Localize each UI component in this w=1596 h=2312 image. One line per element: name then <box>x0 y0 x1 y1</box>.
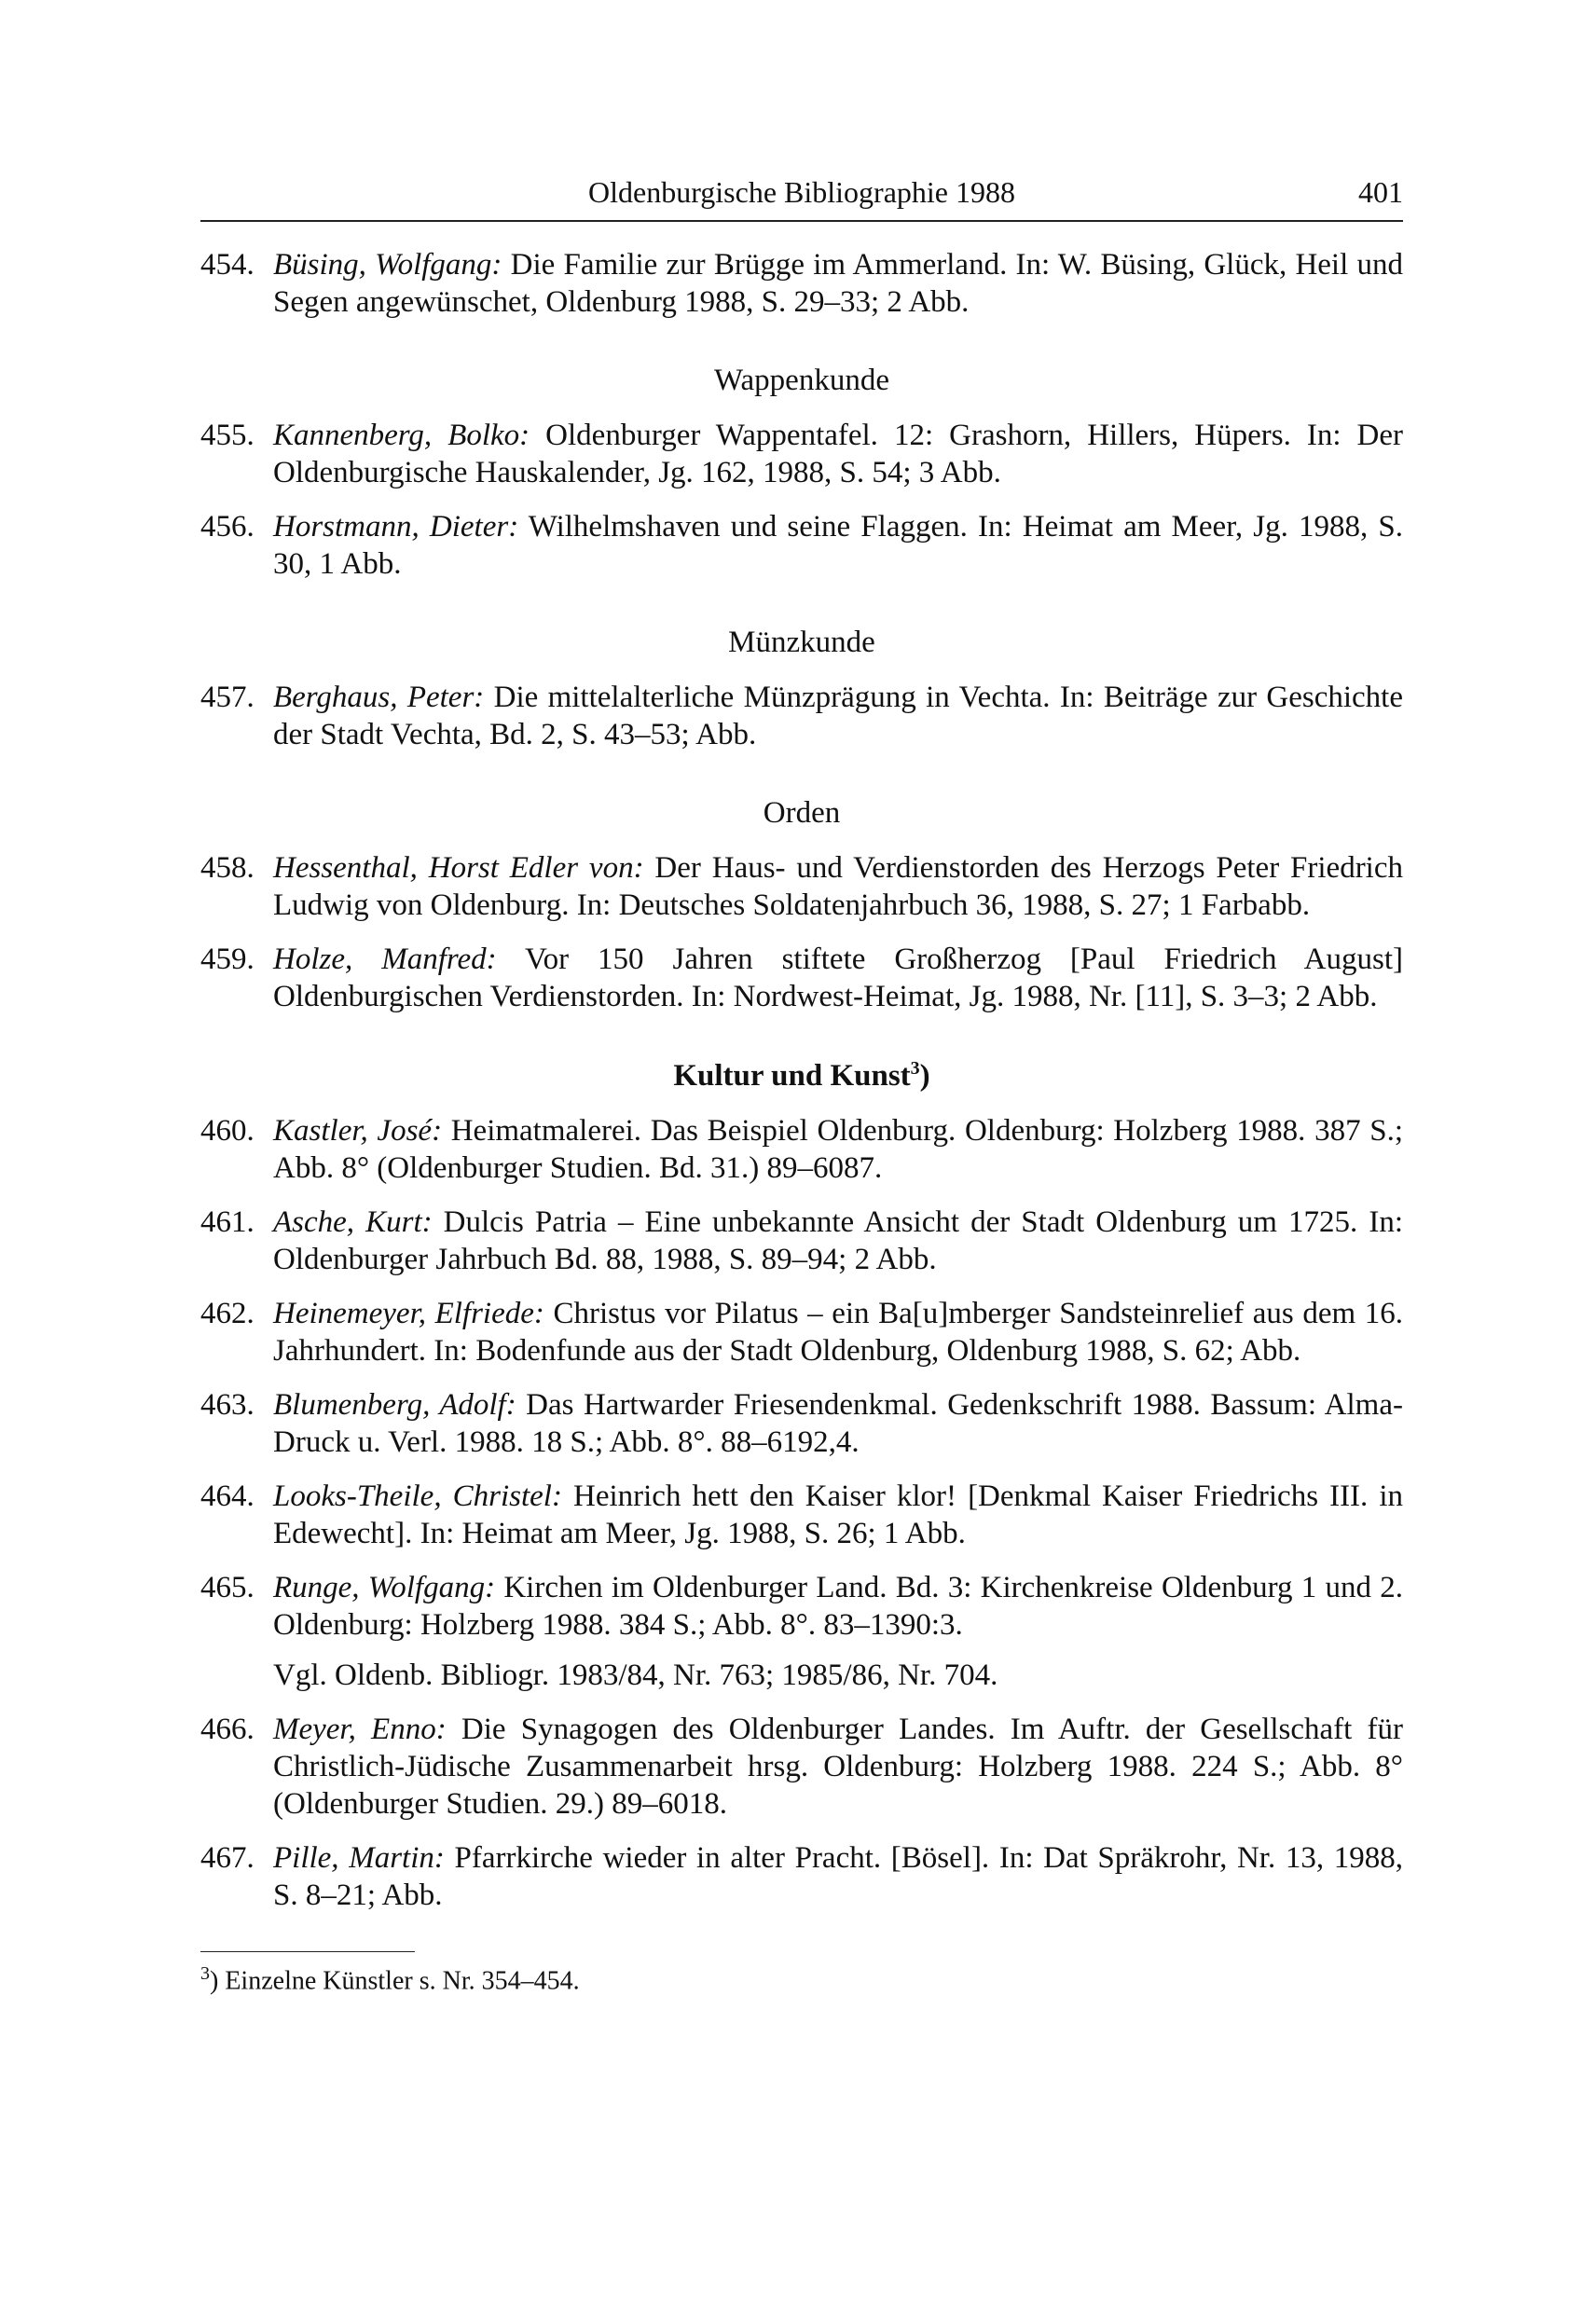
footnote <box>200 1963 1403 1996</box>
entry-number: 456. <box>200 510 255 544</box>
footnote-rule <box>200 1951 415 1952</box>
entry-text: Dulcis Patria – Eine unbekannte Ansicht der Stadt Oldenburg um 1725. In: Oldenburger Jahrbuch Bd. 88, 1988, S. 89–94; 2 Abb. <box>273 1205 1404 1276</box>
entry-author: Berghaus, Peter: <box>273 681 485 714</box>
entry-author: Asche, Kurt: <box>273 1205 433 1239</box>
entry-text: Kirchen im Oldenburger Land. Bd. 3: Kirchenkreise Oldenburg 1 und 2. Oldenburg: Holzberg 1988. 384 S.; Abb. 8°. 83–1390:3. <box>273 1571 1403 1642</box>
section-title-wappenkunde: Wappenkunde <box>714 364 889 397</box>
entry-text: Christus vor Pilatus – ein Ba[u]mberger Sandsteinrelief aus dem 16. Jahrhundert. In: Bodenfunde aus der Stadt Oldenburg, Oldenburg 1988, S. 62; Abb. <box>273 1297 1403 1368</box>
header-rule <box>200 220 1403 222</box>
entry-author: Pille, Martin: <box>273 1841 445 1875</box>
bibliography-entry <box>200 1569 1403 1694</box>
entry-author: Kastler, José: <box>273 1114 443 1148</box>
entry-text: Heimatmalerei. Das Beispiel Oldenburg. Oldenburg: Holzberg 1988. 387 S.; Abb. 8° (Oldenburger Studien. Bd. 31.) 89–6087. <box>273 1114 1403 1185</box>
entry-author: Horstmann, Dieter: <box>273 510 519 544</box>
entry-author: Kannenberg, Bolko: <box>273 419 530 452</box>
entry-author: Blumenberg, Adolf: <box>273 1388 516 1422</box>
document-page <box>200 168 1403 1996</box>
entry-note: Vgl. Oldenb. Bibliogr. 1983/84, Nr. 763; 1985/86, Nr. 704. <box>273 1658 998 1692</box>
entry-number: 455. <box>200 419 255 452</box>
section-title-text: Kultur und Kunst <box>673 1059 911 1093</box>
bibliography-entry <box>200 679 1403 753</box>
entry-number: 465. <box>200 1571 255 1604</box>
section-title-orden: Orden <box>763 796 841 830</box>
bibliography-entry <box>200 1839 1403 1914</box>
entry-number: 458. <box>200 851 255 885</box>
entry-number: 457. <box>200 681 255 714</box>
bibliography-entry <box>200 246 1403 321</box>
footnote-text: ) Einzelne Künstler s. Nr. 354–454. <box>210 1966 580 1996</box>
entry-text: Oldenburger Wappentafel. 12: Grashorn, Hillers, Hüpers. In: Der Oldenburgische Hauskalender, Jg. 162, 1988, S. 54; 3 Abb. <box>273 419 1403 489</box>
bibliography-entry <box>200 1711 1403 1823</box>
page-number: 401 <box>1358 175 1403 209</box>
entry-text: Die Familie zur Brügge im Ammerland. In: W. Büsing, Glück, Heil und Segen angewünschet, Oldenburg 1988, S. 29–33; 2 Abb. <box>273 248 1403 319</box>
bibliography-entry <box>200 1478 1403 1552</box>
entry-author: Heinemeyer, Elfriede: <box>273 1297 544 1330</box>
entry-author: Büsing, Wolfgang: <box>273 248 502 282</box>
entry-text: Wilhelmshaven und seine Flaggen. In: Heimat am Meer, Jg. 1988, S. 30, 1 Abb. <box>273 510 1403 581</box>
bibliography-entry <box>200 1386 1403 1461</box>
footnote-reference: 3 <box>910 1058 920 1079</box>
bibliography-entry <box>200 1112 1403 1187</box>
page-header <box>200 168 1403 220</box>
entry-author: Looks-Theile, Christel: <box>273 1479 562 1513</box>
entry-text: Vor 150 Jahren stiftete Großherzog [Paul Friedrich August] Oldenburgischen Verdienstorden. In: Nordwest-Heimat, Jg. 1988, Nr. [11], S. 3–3; 2 Abb. <box>273 943 1403 1013</box>
entry-number: 454. <box>200 248 255 282</box>
entry-number: 461. <box>200 1205 255 1239</box>
bibliography-entry <box>200 508 1403 583</box>
section-title-kultur-und-kunst: Kultur und Kunst$^3$) <box>673 1058 930 1093</box>
bibliography-entry <box>200 849 1403 924</box>
entry-text: Die mittelalterliche Münzprägung in Vechta. In: Beiträge zur Geschichte der Stadt Vechta, Bd. 2, S. 43–53; Abb. <box>273 681 1403 751</box>
entry-number: 460. <box>200 1114 255 1148</box>
section-title-muenzkunde: Münzkunde <box>728 626 875 659</box>
entry-number: 462. <box>200 1297 255 1330</box>
entry-number: 466. <box>200 1713 255 1746</box>
entry-text: Die Synagogen des Oldenburger Landes. Im Auftr. der Gesellschaft für Christlich-Jüdische Zusammenarbeit hrsg. Oldenburg: Holzberg 1988. 224 S.; Abb. 8° (Oldenburger Studien. 29.) 89–6018. <box>273 1713 1403 1821</box>
entry-number: 459. <box>200 943 255 976</box>
entry-number: 467. <box>200 1841 255 1875</box>
entry-text: Pfarrkirche wieder in alter Pracht. [Bösel]. In: Dat Spräkrohr, Nr. 13, 1988, S. 8–21; Abb. <box>273 1841 1403 1912</box>
footnote-mark: 3 <box>200 1963 210 1984</box>
entry-number: 463. <box>200 1388 255 1422</box>
entry-author: Hessenthal, Horst Edler von: <box>273 851 644 885</box>
bibliography-entry <box>200 1204 1403 1278</box>
bibliography-entry <box>200 1295 1403 1369</box>
entry-author: Holze, Manfred: <box>273 943 497 976</box>
entry-text: Der Haus- und Verdienstorden des Herzogs Peter Friedrich Ludwig von Oldenburg. In: Deutsches Soldatenjahrbuch 36, 1988, S. 27; 1 Farbabb. <box>273 851 1403 922</box>
bibliography-entry <box>200 417 1403 491</box>
entry-author: Meyer, Enno: <box>273 1713 447 1746</box>
entry-number: 464. <box>200 1479 255 1513</box>
bibliography-entry <box>200 941 1403 1015</box>
entry-text: Das Hartwarder Friesendenkmal. Gedenkschrift 1988. Bassum: Alma-Druck u. Verl. 1988. 18 S.; Abb. 8°. 88–6192,4. <box>273 1388 1403 1459</box>
entry-text: Heinrich hett den Kaiser klor! [Denkmal Kaiser Friedrichs III. in Edewecht]. In: Heimat am Meer, Jg. 1988, S. 26; 1 Abb. <box>273 1479 1404 1550</box>
running-title: Oldenburgische Bibliographie 1988 <box>588 175 1015 209</box>
entry-author: Runge, Wolfgang: <box>273 1571 496 1604</box>
